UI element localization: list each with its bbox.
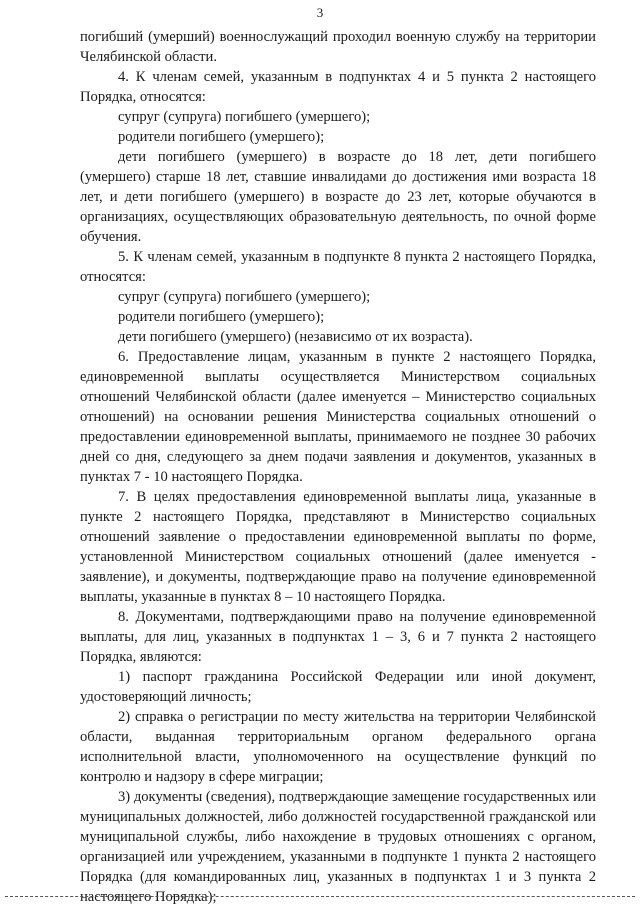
list-item-parents: родители погибшего (умершего); [118, 129, 325, 145]
document-body [80, 27, 596, 907]
paragraph-item-6: 6. Предоставление лицам, указанным в пункте 2 настоящего Порядка, единовременной выплаты осуществляется Министерством социальных отношений Челябинской области (далее именуется – Министерство социальных отношений) на основании решения Министерства социальных отношений о предоставлении единовременной выплаты, принимаемого не позднее 30 рабочих дней со дня, следующего за днем подачи заявления и документов, указанных в пунктах 7 - 10 настоящего Порядка. [80, 349, 596, 485]
subitem-passport: 1) паспорт гражданина Российской Федерации или иной документ, удостоверяющий личность; [80, 669, 596, 705]
paragraph-item-8: 8. Документами, подтверждающими право на получение единовременной выплаты, для лиц, указанных в подпунктах 1 – 3, 6 и 7 пункта 2 настоящего Порядка, являются: [80, 609, 596, 665]
paragraph-item-7: 7. В целях предоставления единовременной выплаты лица, указанные в пункте 2 настоящего Порядка, представляют в Министерство социальных отношений заявление о предоставлении единовременной выплаты по форме, установленной Министерством социальных отношений (далее именуется - заявление), и документы, подтверждающие право на получение единовременной выплаты, указанные в пунктах 8 – 10 настоящего Порядка. [80, 489, 596, 605]
list-item-spouse-2: супруг (супруга) погибшего (умершего); [118, 289, 371, 305]
page-number: 3 [316, 5, 324, 20]
list-item-children: дети погибшего (умершего) в возрасте до 18 лет, дети погибшего (умершего) старше 18 лет, ставшие инвалидами до достижения ими возраста 18 лет, и дети погибшего (умершего) в возрасте до 23 лет, которые обучаются в организациях, осуществляющих образовательную деятельность, по очной форме обучения. [80, 149, 596, 245]
list-item-children-2: дети погибшего (умершего) (независимо от их возраста). [118, 329, 473, 345]
paragraph-continuation: погибший (умерший) военнослужащий проходил военную службу на территории Челябинской области. [80, 29, 596, 65]
list-item-parents-2: родители погибшего (умершего); [118, 309, 325, 325]
list-item-spouse: супруг (супруга) погибшего (умершего); [118, 109, 371, 125]
subitem-registration: 2) справка о регистрации по месту жительства на территории Челябинской области, выданная территориальным органом федерального органа исполнительной власти, уполномоченного на осуществление функций по контролю и надзору в сфере миграции; [80, 709, 596, 785]
paragraph-item-4: 4. К членам семей, указанным в подпунктах 4 и 5 пункта 2 настоящего Порядка, относятся: [80, 69, 596, 105]
paragraph-item-5: 5. К членам семей, указанным в подпункте 8 пункта 2 настоящего Порядка, относятся: [80, 249, 596, 285]
scan-edge-rule [5, 896, 635, 897]
subitem-employment-documents: 3) документы (сведения), подтверждающие замещение государственных или муниципальных должностей, либо должностей государственной гражданской или муниципальной службы, либо нахождение в трудовых отношениях с органом, организацией или учреждением, указанными в подпункте 1 пункта 2 настоящего Порядка (для командированных лиц, указанных в подпунктах 1 и 3 пункта 2 настоящего Порядка); [80, 789, 596, 905]
